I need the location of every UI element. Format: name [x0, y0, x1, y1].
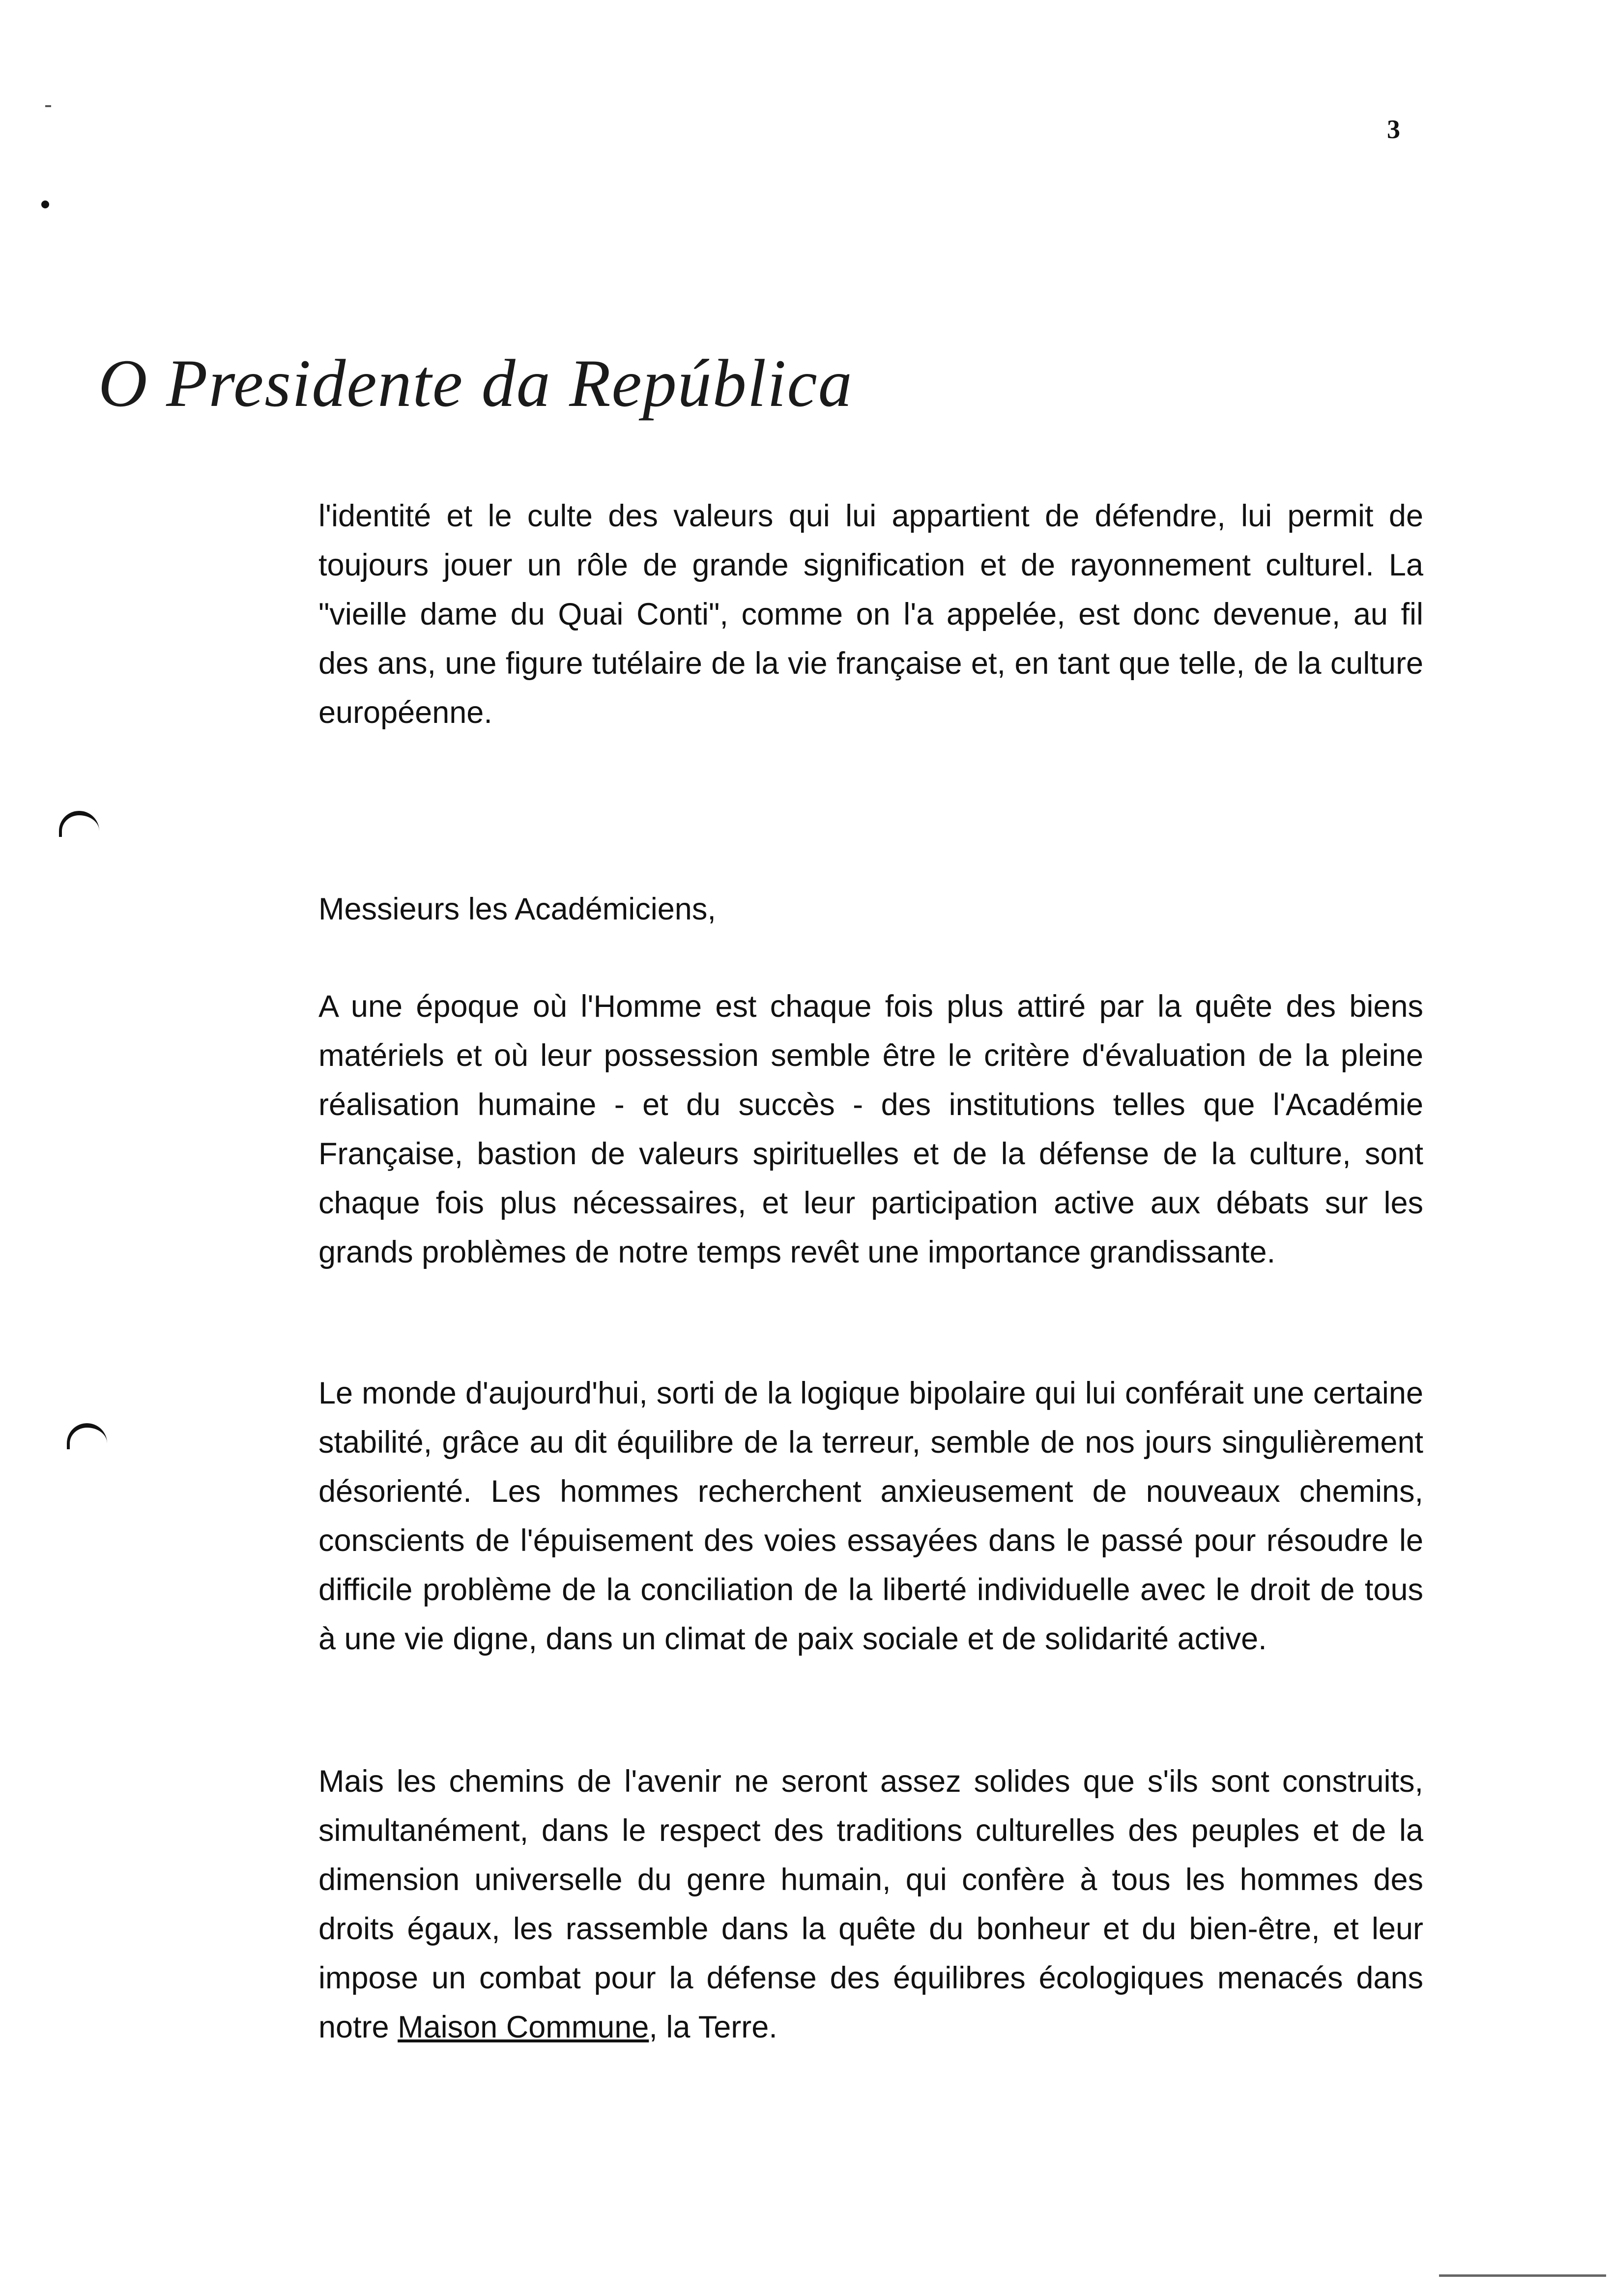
paragraph-3: Le monde d'aujourd'hui, sorti de la logique bipolaire qui lui conférait une certaine stabilité, grâce au dit équilibre de la terreur, semble de nos jours singulièrement désorienté. Les hommes recherchent anxieusement de nouveaux chemins, conscients de l'épuisement des voies essayées dans le passé pour résoudre le difficile problème de la conciliation de la liberté individuelle avec le droit de tous à une vie digne, dans un climat de paix sociale et de solidarité active. — [318, 1376, 1423, 1656]
scan-dot — [41, 201, 49, 208]
paragraph-4-text: Mais les chemins de l'avenir ne seront assez solides que s'ils sont construits, simultanément, dans le respect des traditions culturelles des peuples et de la dimension universelle du genre humain, qui confère à tous les hommes des droits égaux, les rassemble dans la quête du bonheur et du bien-être, et leur impose un combat pour la défense des équilibres écologiques menacés dans notre — [318, 1764, 1423, 2044]
punch-hole-mark — [67, 1423, 107, 1449]
scan-mark — [45, 105, 51, 107]
paragraph-4 — [318, 1757, 1423, 2052]
page-number: 3 — [1387, 115, 1400, 144]
scan-edge-line — [1439, 2274, 1606, 2277]
maison-commune-underlined: Maison Commune — [398, 2010, 649, 2044]
punch-hole-mark — [59, 811, 99, 837]
paragraph-1: l'identité et le culte des valeurs qui lui appartient de défendre, lui permit de toujours jouer un rôle de grande signification et de rayonnement culturel. La "vieille dame du Quai Conti", comme on l'a appelée, est donc devenue, au fil des ans, une figure tutélaire de la vie française et, en tant que telle, de la culture européenne. — [318, 499, 1423, 730]
paragraph-2: A une époque où l'Homme est chaque fois plus attiré par la quête des biens matériels et où leur possession semble être le critère d'évaluation de la pleine réalisation humaine - et du succès - des institutions telles que l'Académie Française, bastion de valeurs spirituelles et de la défense de la culture, sont chaque fois plus nécessaires, et leur participation active aux débats sur les grands problèmes de notre temps revêt une importance grandissante. — [318, 989, 1423, 1269]
letterhead: O Presidente da República — [98, 345, 853, 421]
salutation: Messieurs les Académiciens, — [318, 892, 716, 926]
paragraph-4-end: , la Terre. — [649, 2010, 777, 2044]
